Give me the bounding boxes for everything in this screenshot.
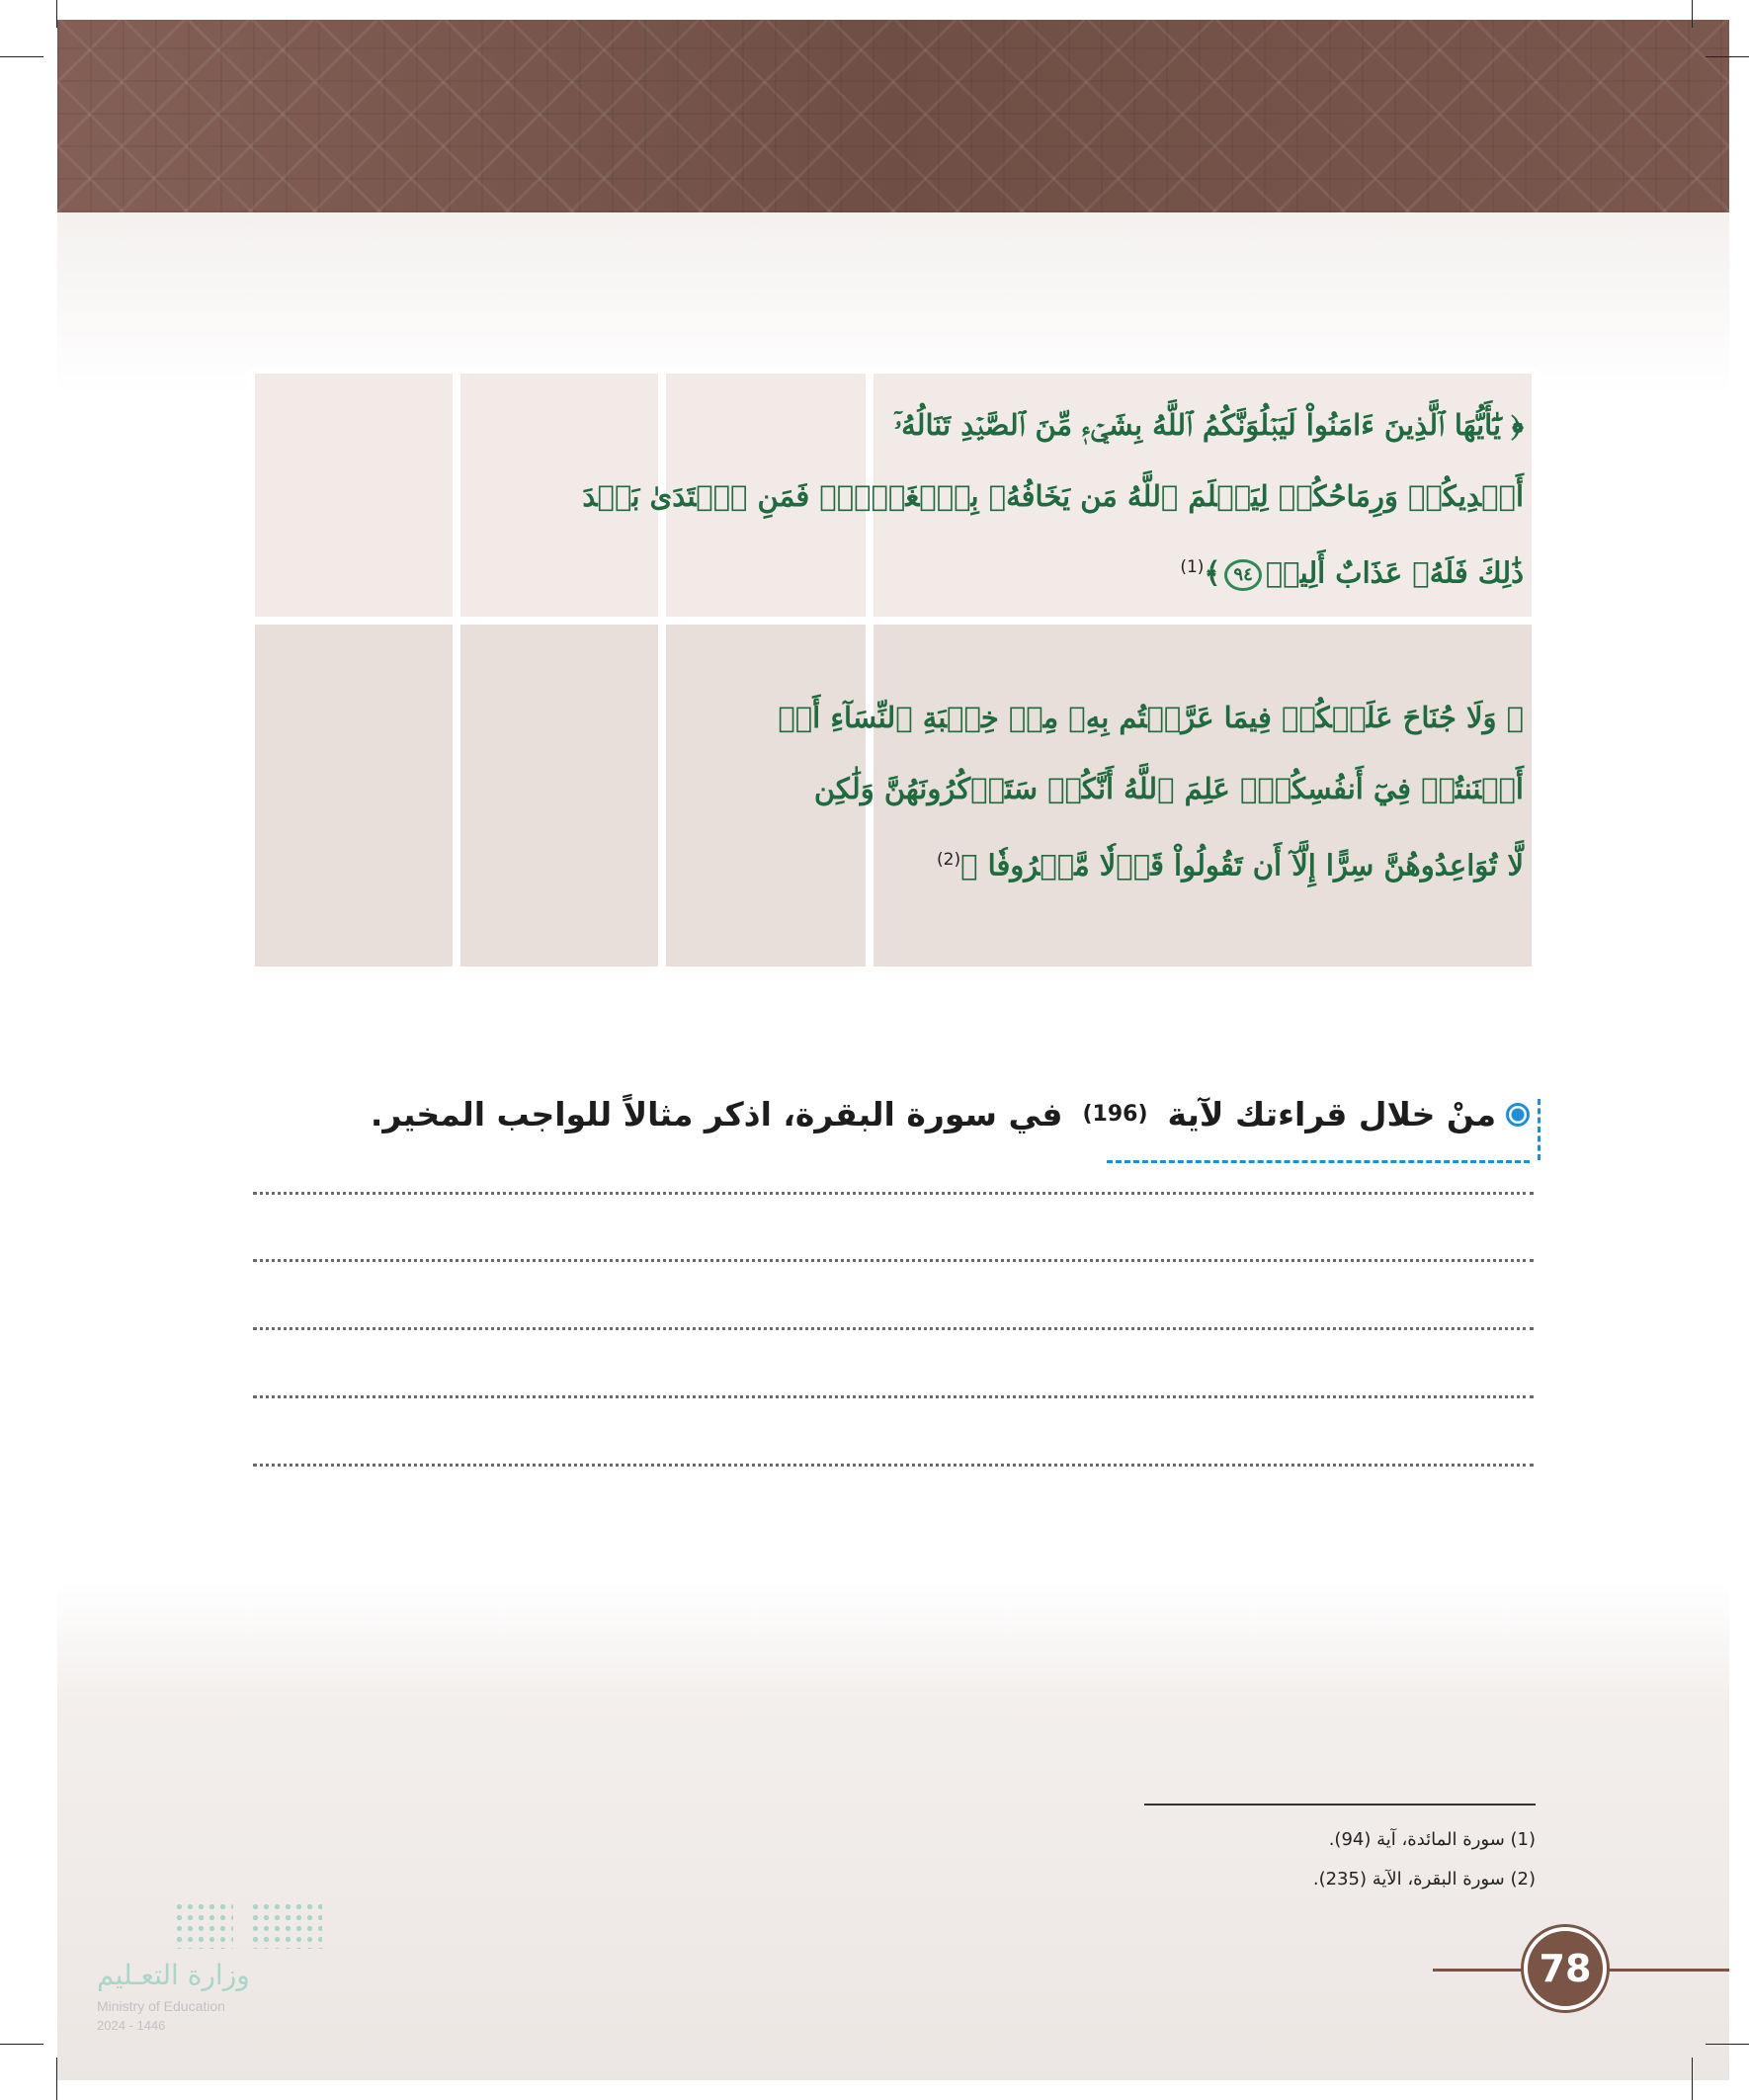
verse-line [891, 532, 1524, 609]
crop-mark [0, 2044, 43, 2045]
table-cell [255, 374, 453, 617]
page-background [57, 20, 1729, 2080]
ministry-logo [95, 1895, 332, 2034]
footnote-ref: (1) [1180, 557, 1205, 577]
question-bracket [1530, 1099, 1541, 1160]
answer-line[interactable] [253, 1395, 1534, 1398]
verse-line: أَكۡنَنتُمۡ فِيٓ أَنفُسِكُمۡۚ عَلِمَ ٱللَّهُ أَنَّكُمۡ سَتَذۡكُرُونَهُنَّ وَلَٰكِن [813, 772, 1524, 805]
answer-line[interactable] [253, 1327, 1534, 1330]
logo-english: Ministry of Education [97, 1998, 225, 2014]
table-cell [460, 625, 658, 966]
crop-mark [1692, 2058, 1693, 2100]
answer-line[interactable] [253, 1192, 1534, 1195]
page-number: 78 [1524, 1927, 1607, 2010]
crop-mark [1706, 56, 1749, 57]
answer-line[interactable] [253, 1464, 1534, 1467]
crop-mark [56, 0, 57, 28]
verse-line: أَيۡدِيكُمۡ وَرِمَاحُكُمۡ لِيَعۡلَمَ ٱللَّهُ مَن يَخَافُهُۥ بِٱلۡغَيۡبِۚ فَمَنِ ٱعۡتَدَىٰ بَعۡدَ [582, 479, 1524, 513]
verse-cell [582, 374, 1532, 617]
answer-line[interactable] [253, 1259, 1534, 1262]
verse-number: (196) [1082, 1102, 1148, 1127]
question-text [371, 1095, 1530, 1134]
verse-line-text: لَّا تُوَاعِدُوهُنَّ سِرًّا إِلَّآ أَن تَقُولُواْ قَوۡلٗا مَّعۡرُوفٗا ﴾ [960, 848, 1524, 882]
question-suffix: في سورة البقرة، اذكر مثالاً للواجب المخير. [370, 1095, 1063, 1134]
verse-text [778, 682, 1524, 901]
question-underline [1107, 1160, 1530, 1163]
crop-mark [1706, 2044, 1749, 2045]
crop-mark [0, 56, 43, 57]
crop-mark [1692, 0, 1693, 28]
footnote-rule [1144, 1804, 1536, 1806]
footnote: (1) سورة المائدة، آية (94). [1328, 1829, 1536, 1850]
verse-line-text: ذَٰلِكَ فَلَهُۥ عَذَابٌ أَلِيمٞ [1265, 555, 1524, 590]
footnote-ref: (2) [937, 850, 961, 870]
question-prefix: منْ خلال قراءتك لآية [1167, 1095, 1496, 1134]
logo-year: 2024 - 1446 [97, 2018, 166, 2033]
verse-text [582, 389, 1524, 609]
footnote: (2) سورة البقرة، الآية (235). [1312, 1869, 1536, 1890]
verse-table [249, 368, 1538, 972]
bullet-icon [1506, 1103, 1530, 1127]
table-cell [255, 625, 453, 966]
logo-arabic: وزارة التعـليم [97, 1959, 250, 1991]
decorative-banner [57, 20, 1729, 212]
verse-close: ﴾ [1204, 555, 1221, 590]
verse-cell [778, 625, 1532, 966]
verse-line [891, 824, 1524, 901]
page-number-line [1607, 1969, 1729, 1972]
ayah-number-icon: ٩٤ [1224, 559, 1261, 591]
verse-line: ﴿ يَٰٓأَيُّهَا ٱلَّذِينَ ءَامَنُواْ لَيَبۡلُوَنَّكُمُ ٱللَّهُ بِشَيۡءٖ مِّنَ ٱلصَّيۡدِ تَنَالُهُۥٓ [893, 408, 1524, 442]
crop-mark [56, 2058, 57, 2100]
logo-dots-icon [174, 1901, 322, 1949]
page-number-line [1433, 1969, 1528, 1972]
verse-line: ﴿ وَلَا جُنَاحَ عَلَيۡكُمۡ فِيمَا عَرَّضۡتُم بِهِۦ مِنۡ خِطۡبَةِ ٱلنِّسَآءِ أَوۡ [778, 701, 1524, 734]
